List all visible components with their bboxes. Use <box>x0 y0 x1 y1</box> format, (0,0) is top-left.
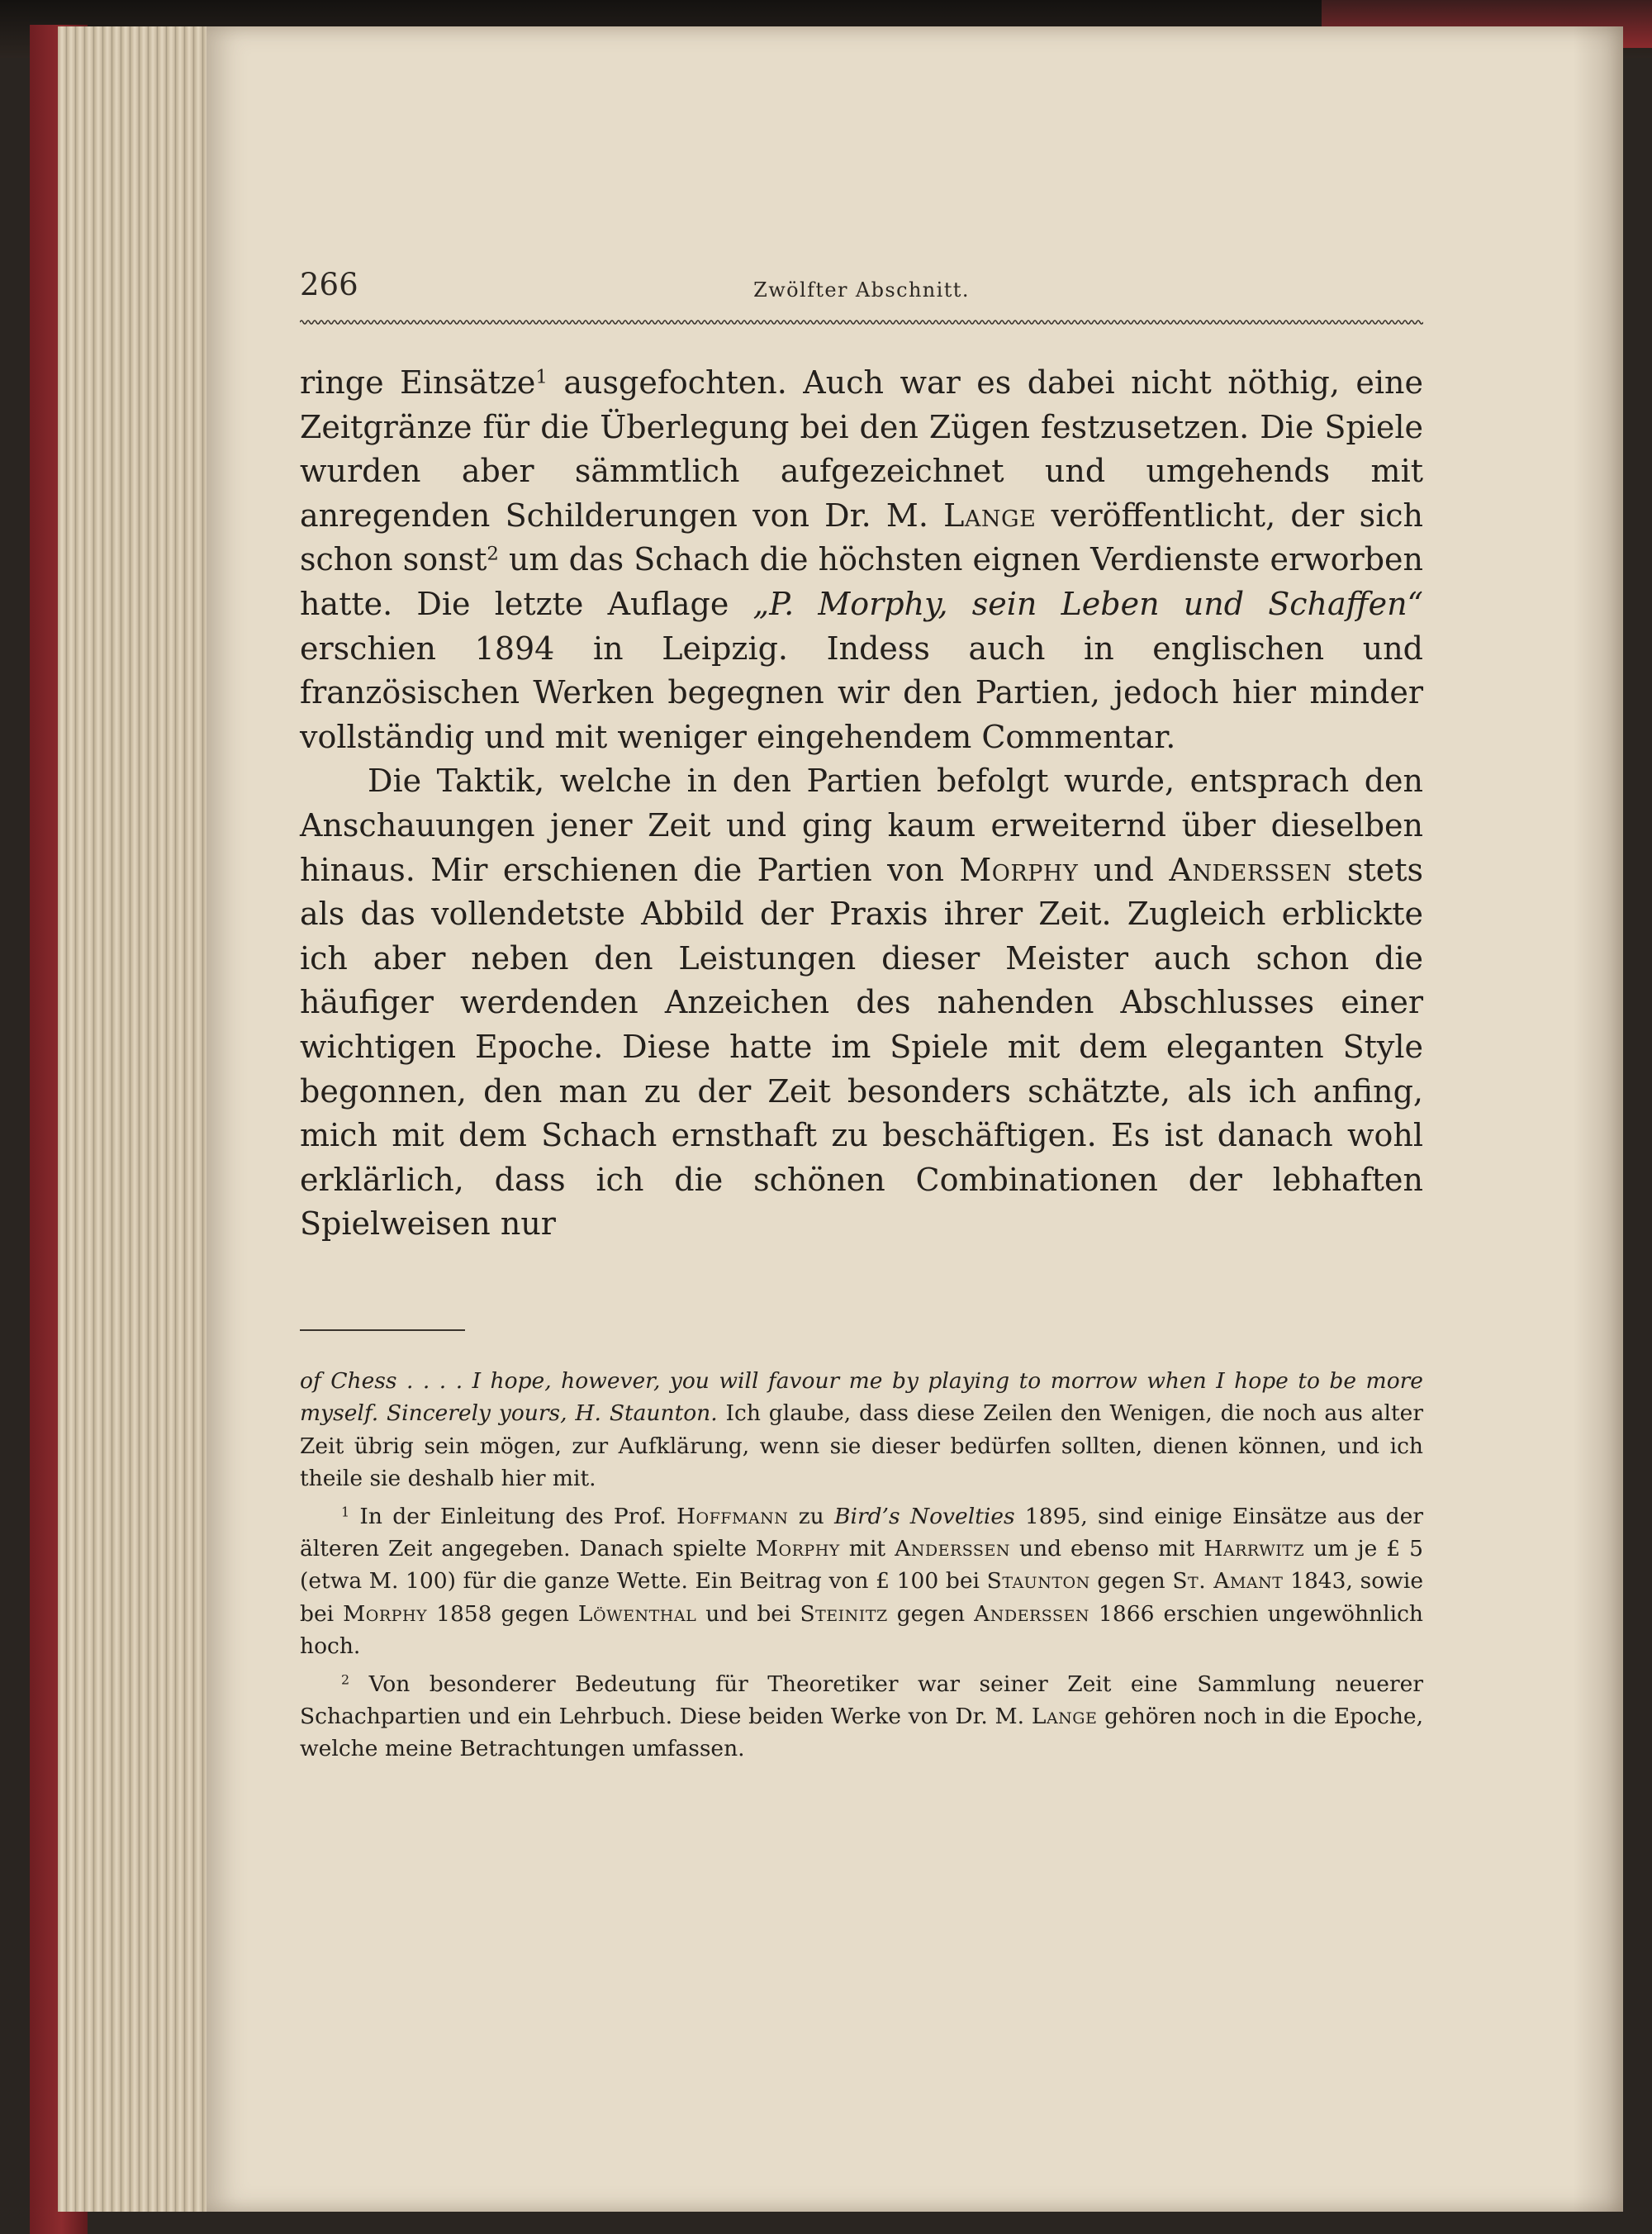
person-name: Morphy <box>343 1600 428 1627</box>
footnote-marker: 2 <box>341 1671 350 1687</box>
page-fore-edge <box>58 26 206 2212</box>
person-name: Hoffmann <box>676 1503 789 1529</box>
book-title: Bird’s Novelties <box>834 1503 1015 1529</box>
person-name: Anderssen <box>1169 851 1332 888</box>
person-name: Morphy <box>755 1536 840 1562</box>
person-name: Steinitz <box>800 1600 888 1627</box>
page-header <box>300 267 1423 316</box>
page-number: 266 <box>300 267 358 302</box>
header-wavy-rule <box>300 319 1423 326</box>
footnotes <box>300 1365 1423 1766</box>
main-text <box>300 361 1423 1247</box>
footnote-2: $^2$ Von besonderer Bedeutung für Theoretiker war seiner Zeit eine Sammlung neuerer Schachpartien und ein Lehrbuch. Diese beiden Werke von Dr. M. Lange gehören noch in die Epoche, welche meine Betrachtungen umfassen. <box>300 1671 1423 1762</box>
person-name: Staunton <box>986 1568 1090 1595</box>
person-name: Löwenthal <box>577 1600 697 1627</box>
footnote-rule <box>300 1329 465 1331</box>
person-name: Anderssen <box>895 1536 1010 1562</box>
gutter-shadow <box>1574 26 1623 2212</box>
paragraph: ringe Einsätze$^1$ ausgefochten. Auch war es dabei nicht nöthig, eine Zeitgränze für die Überlegung bei den Zügen festzusetzen. Die Spiele wurden aber sämmtlich aufgezeichnet und umgehends mit anregenden Schilderungen von Dr. M. Lange veröffentlicht, der sich schon sonst$^2$ um das Schach die höchsten eignen Verdienste erworben hatte. Die letzte Auflage „P. Morphy, sein Leben und Schaffen“ erschien 1894 in Leipzig. Indess auch in englischen und französischen Werken begegnen wir den Partien, jedoch hier minder vollständig und mit weniger eingehendem Commentar. <box>300 364 1424 755</box>
footnote-ref: 2 <box>487 543 499 565</box>
footnote-continued: of Chess . . . . I hope, however, you will favour me by playing to morrow when I hope to be more myself. Sincerely yours, H. Staunton. Ich glaube, dass diese Zeilen den Wenigen, die noch aus alter Zeit übrig sein mögen, zur Aufklärung, wenn sie dieser bedürfen sollten, dienen können, und ich theile sie deshalb hier mit. <box>300 1368 1424 1492</box>
footnote-marker: 1 <box>341 1503 350 1519</box>
person-name: Harrwitz <box>1203 1536 1305 1562</box>
person-name: Morphy <box>959 851 1079 888</box>
paragraph: Die Taktik, welche in den Partien befolgt wurde, entsprach den Anschauungen jener Zeit und ging kaum erweiternd über dieselben hinaus. Mir erschienen die Partien von Morphy und Anderssen stets als das vollendetste Abbild der Praxis ihrer Zeit. Zugleich erblickte ich aber neben den Leistungen dieser Meister auch schon die häufiger werdenden Anzeichen des nahenden Abschlusses einer wichtigen Epoche. Diese hatte im Spiele mit dem eleganten Style begonnen, den man zu der Zeit besonders schätzte, als ich anfing, mich mit dem Schach ernsthaft zu beschäftigen. Es ist danach wohl erklärlich, dass ich die schönen Combinationen der lebhaften Spielweisen nur <box>300 763 1423 1243</box>
person-name: Anderssen <box>974 1600 1089 1627</box>
person-name: St. Amant <box>1172 1568 1284 1595</box>
person-name: Lange <box>1031 1704 1098 1730</box>
person-name: Lange <box>943 497 1037 534</box>
footnote-1: $^1$ In der Einleitung des Prof. Hoffmann zu Bird’s Novelties 1895, sind einige Einsätze aus der älteren Zeit angegeben. Danach spielte Morphy mit Anderssen und ebenso mit Harrwitz um je £ 5 (etwa M. 100) für die ganze Wette. Ein Beitrag von £ 100 bei Staunton gegen St. Amant 1843, sowie bei Morphy 1858 gegen Löwenthal und bei Steinitz gegen Anderssen 1866 erschien ungewöhnlich hoch. <box>300 1503 1423 1660</box>
running-head: Zwölfter Abschnitt. <box>753 278 970 302</box>
book-title: „P. Morphy, sein Leben und Schaffen“ <box>752 585 1423 622</box>
footnote-ref: 1 <box>535 366 548 388</box>
